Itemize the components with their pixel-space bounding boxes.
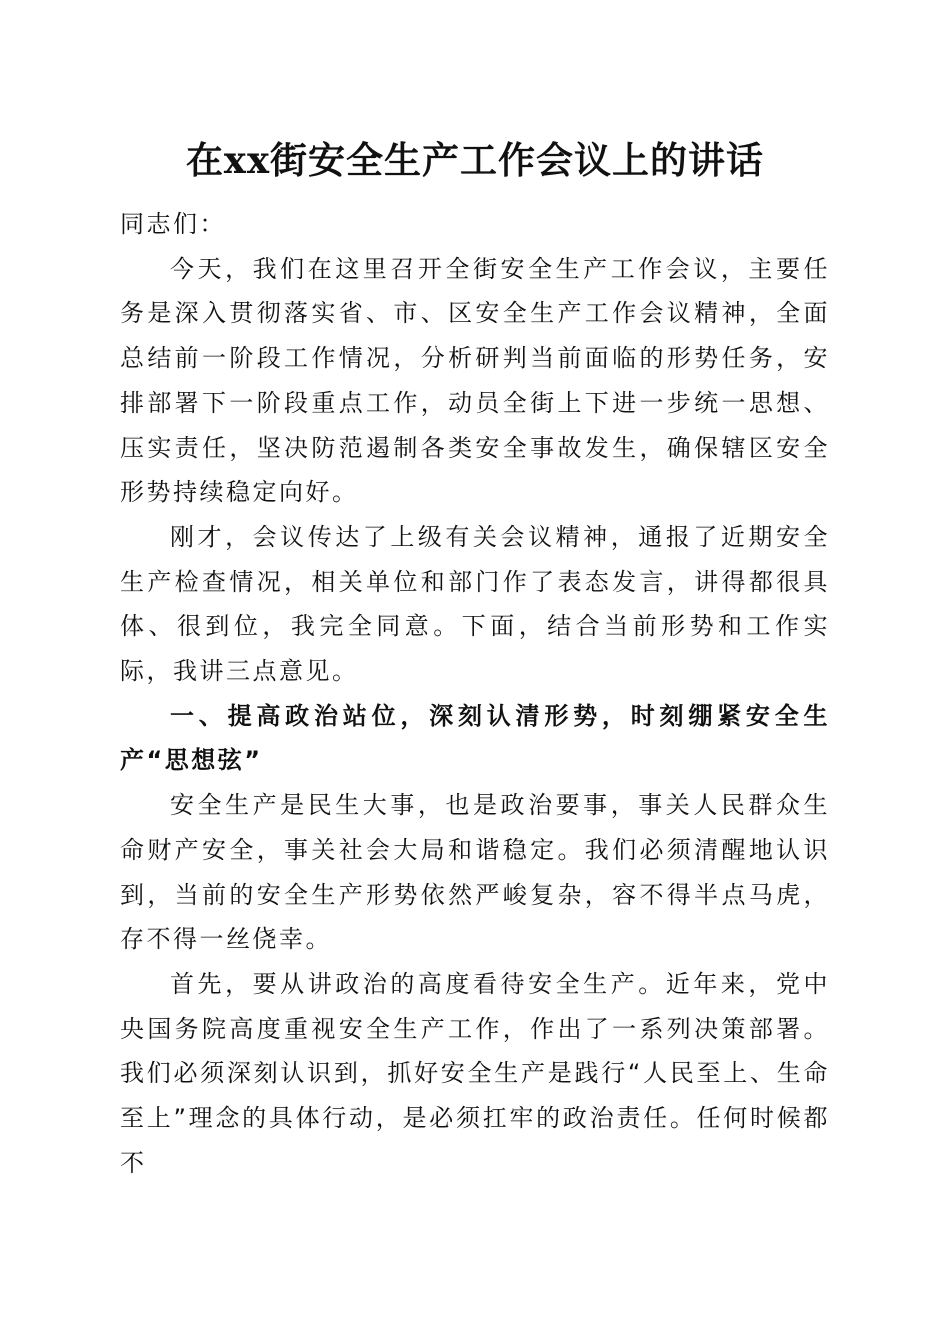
salutation: 同志们： (120, 210, 226, 238)
paragraph-summary: 刚才，会议传达了上级有关会议精神，通报了近期安全生产检查情况，相关单位和部门作了表态发言，讲得都很具体、很到位，我完全同意。下面，结合当前形势和工作实际，我讲三点意见。 (120, 522, 830, 686)
paragraph-opening: 今天，我们在这里召开全街安全生产工作会议，主要任务是深入贯彻落实省、市、区安全生产工作会议精神，全面总结前一阶段工作情况，分析研判当前面临的形势任务，安排部署下一阶段重点工作，动员全街上下进一步统一思想、压实责任，坚决防范遏制各类安全事故发生，确保辖区安全形势持续稳定向好。 (120, 254, 830, 507)
section-paragraph: 首先，要从讲政治的高度看待安全生产。近年来，党中央国务院高度重视安全生产工作，作出了一系列决策部署。我们必须深刻认识到，抓好安全生产是践行“人民至上、生命至上”理念的具体行动，是必须扛牢的政治责任。任何时候都不 (120, 969, 830, 1177)
document-body (120, 202, 830, 1185)
document-title: 在xx街安全生产工作会议上的讲话 (185, 138, 765, 182)
section-paragraph: 安全生产是民生大事，也是政治要事，事关人民群众生命财产安全，事关社会大局和谐稳定。我们必须清醒地认识到，当前的安全生产形势依然严峻复杂，容不得半点马虎，存不得一丝侥幸。 (120, 791, 830, 954)
section-heading-1: 一、提高政治站位，深刻认清形势，时刻绷紧安全生产“思想弦” (120, 701, 830, 775)
